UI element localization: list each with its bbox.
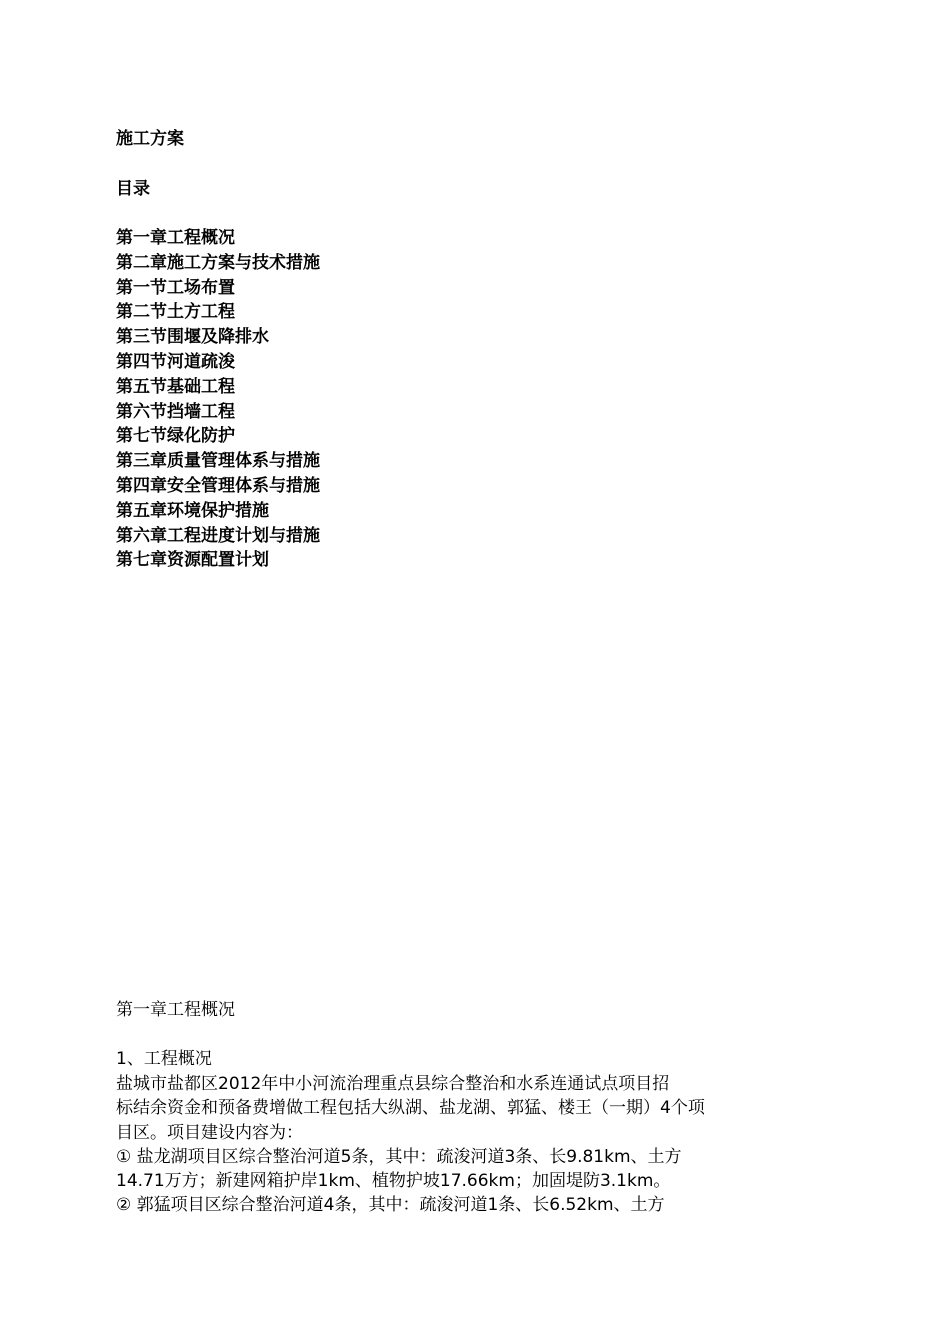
toc-item: 第一章工程概况 bbox=[116, 228, 235, 248]
toc-item: 第六节挡墙工程 bbox=[116, 401, 235, 422]
toc-item: 第七章资源配置计划 bbox=[116, 550, 269, 571]
toc-item: 第六章工程进度计划与措施 bbox=[116, 525, 320, 546]
body-line: 标结余资金和预备费增做工程包括大纵湖、盐龙湖、郭猛、楼王（一期）4个项 bbox=[116, 1098, 705, 1119]
toc-item: 第四节河道疏浚 bbox=[116, 351, 235, 372]
toc-item: 第四章安全管理体系与措施 bbox=[116, 475, 320, 496]
chapter-heading: 第一章工程概况 bbox=[116, 1000, 235, 1020]
toc-item: 第三章质量管理体系与措施 bbox=[116, 451, 320, 472]
toc-item: 第五节基础工程 bbox=[116, 376, 235, 397]
body-line: 14.71万方；新建网箱护岸1km、植物护坡17.66km；加固堤防3.1km。 bbox=[116, 1171, 671, 1192]
document-title: 施工方案 bbox=[116, 129, 184, 149]
toc-item: 第五章环境保护措施 bbox=[116, 500, 269, 521]
body-line: 盐城市盐都区2012年中小河流治理重点县综合整治和水系连通试点项目招 bbox=[116, 1074, 670, 1094]
body-paragraph bbox=[116, 1072, 705, 1218]
section-heading: 1、工程概况 bbox=[116, 1049, 212, 1069]
body-line: ① 盐龙湖项目区综合整治河道5条，其中：疏浚河道3条、长9.81km、土方 bbox=[116, 1146, 682, 1167]
toc-item: 第三节围堰及降排水 bbox=[116, 327, 269, 348]
toc-heading: 目录 bbox=[116, 179, 150, 199]
toc-item: 第七节绿化防护 bbox=[116, 426, 235, 447]
toc-item: 第二节土方工程 bbox=[116, 302, 235, 323]
toc-item: 第一节工场布置 bbox=[116, 277, 235, 298]
table-of-contents bbox=[116, 226, 320, 573]
body-line: ② 郭猛项目区综合整治河道4条，其中：疏浚河道1条、长6.52km、土方 bbox=[116, 1195, 665, 1216]
body-line: 目区。项目建设内容为： bbox=[116, 1122, 303, 1143]
toc-item: 第二章施工方案与技术措施 bbox=[116, 252, 320, 273]
